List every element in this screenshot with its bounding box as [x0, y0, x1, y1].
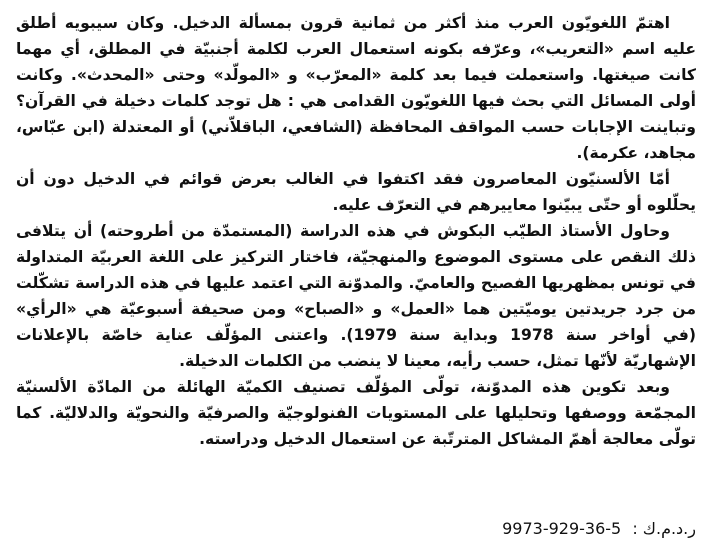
document-page [16, 10, 696, 546]
isbn-line [502, 516, 696, 542]
paragraph-2: أمّا الألسنيّون المعاصرون فقد اكتفوا في الغالب بعرض قوائم في الدخيل دون أن يحلّلوه أو حتّى يبيّنوا معاييرهم في التعرّف عليه. [16, 170, 696, 214]
paragraph-1: اهتمّ اللغويّون العرب منذ أكثر من ثمانية قرون بمسألة الدخيل. وكان سيبويه أطلق عليه اسم «التعريب»، وعرّفه بكونه استعمال العرب لكلمة أجنبيّة في المطلق، أي مهما كانت صيغتها. واستعملت فيما بعد كلمة «المعرّب» و «المولّد» وحتى «المحدث». وكانت أولى المسائل التي بحث فيها اللغويّون القدامى هي : هل توجد كلمات دخيلة في القرآن؟ وتباينت الإجابات حسب المواقف المحافظة (الشافعي، الباقلاّني) أو المعتدلة (ابن عبّاس، مجاهد، عكرمة). [16, 14, 696, 162]
paragraph-3: وحاول الأستاذ الطيّب البكوش في هذه الدراسة (المستمدّة من أطروحته) أن يتلافى ذلك النقص على مستوى الموضوع والمنهجيّة، فاختار التركيز على اللغة العربيّة المتداولة في تونس بمظهريها الفصيح والعاميّ. والمدوّنة التي اعتمد عليها في هذه الدراسة تشكّلت من جرد جريدتين يوميّتين هما «العمل» و «الصباح» ومن صحيفة أسبوعيّة هي «الرأي» (في أواخر سنة 1978 وبداية سنة 1979). واعتنى المؤلّف عناية خاصّة بالإعلانات الإشهاريّة لأنّها تمثل، حسب رأيه، معينا لا ينضب من الكلمات الدخيلة. [16, 222, 696, 370]
paragraph-4: وبعد تكوين هذه المدوّنة، تولّى المؤلّف تصنيف الكميّة الهائلة من المادّة الألسنيّة المجمّعة ووصفها وتحليلها على المستويات الفنولوجيّة والصرفيّة والنحويّة والدلاليّة. كما تولّى معالجة أهمّ المشاكل المترتّبة عن استعمال الدخيل ودراسته. [16, 378, 696, 448]
isbn-number: 9973-929-36-5 [502, 519, 622, 538]
isbn-label: ر.د.م.ك : [632, 519, 696, 538]
